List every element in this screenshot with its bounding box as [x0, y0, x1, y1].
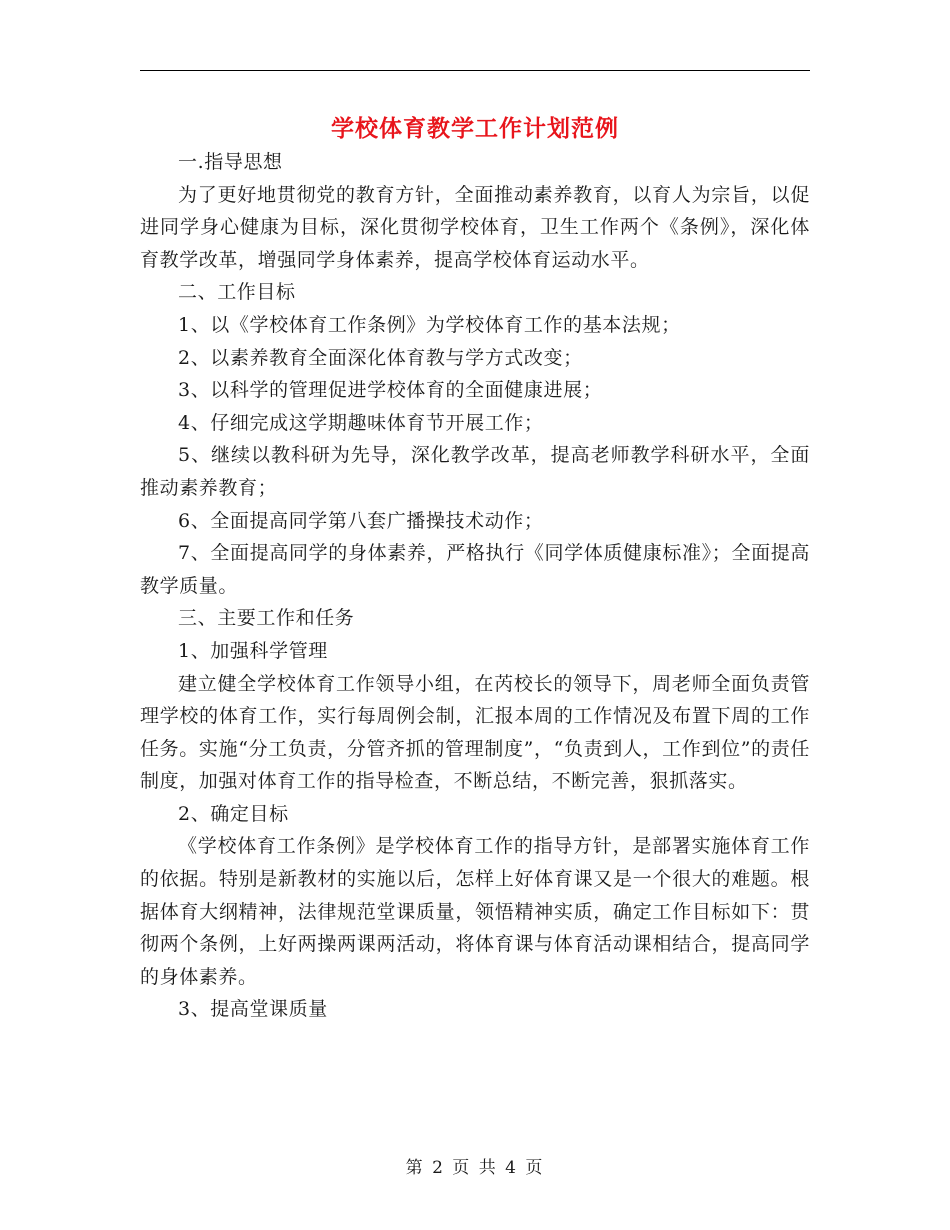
goal-item-4: 4、仔细完成这学期趣味体育节开展工作；	[178, 411, 544, 434]
goal-item-5: 5、继续以教科研为先导，深化教学改革，提高老师教学科研水平，全面推动素养教育；	[140, 444, 810, 499]
goal-item-2: 2、以素养教育全面深化体育教与学方式改变；	[178, 346, 583, 369]
goal-item-6: 6、全面提高同学第八套广播操技术动作；	[178, 509, 544, 532]
paragraph-management: 建立健全学校体育工作领导小组，在芮校长的领导下，周老师全面负责管理学校的体育工作，实行每周例会制，汇报本周的工作情况及布置下周的工作任务。实施“分工负责，分管齐抓的管理制度”，“负责到人，工作到位”的责任制度，加强对体育工作的指导检查，不断总结，不断完善，狠抓落实。	[140, 672, 810, 793]
section-heading-guiding-ideology: 一.指导思想	[178, 151, 283, 173]
page-number: 第 2 页 共 4 页	[405, 1158, 545, 1178]
section-heading-main-tasks: 三、主要工作和任务	[178, 607, 355, 630]
document-body	[140, 146, 810, 1026]
section-heading-work-goals: 二、工作目标	[178, 281, 296, 304]
goal-item-7: 7、全面提高同学的身体素养，严格执行《同学体质健康标准》；全面提高教学质量。	[140, 542, 810, 597]
goal-item-1: 1、以《学校体育工作条例》为学校体育工作的基本法规；	[178, 313, 681, 336]
paragraph-guiding-ideology: 为了更好地贯彻党的教育方针，全面推动素养教育，以育人为宗旨，以促进同学身心健康为目标，深化贯彻学校体育，卫生工作两个《条例》，深化体育教学改革，增强同学身体素养，提高学校体育运动水平。	[140, 183, 810, 271]
paragraph-goals: 《学校体育工作条例》是学校体育工作的指导方针，是部署实施体育工作的依据。特别是新教材的实施以后，怎样上好体育课又是一个很大的难题。根据体育大纲精神，法律规范堂课质量，领悟精神实质，确定工作目标如下：贯彻两个条例，上好两操两课两活动，将体育课与体育活动课相结合，提高同学的身体素养。	[140, 835, 810, 988]
subheading-management: 1、加强科学管理	[178, 639, 328, 662]
header-rule	[140, 70, 810, 71]
subheading-goals: 2、确定目标	[178, 802, 289, 825]
subheading-class-quality: 3、提高堂课质量	[178, 998, 328, 1021]
goal-item-3: 3、以科学的管理促进学校体育的全面健康进展；	[178, 379, 603, 402]
document-title: 学校体育教学工作计划范例	[331, 116, 619, 142]
